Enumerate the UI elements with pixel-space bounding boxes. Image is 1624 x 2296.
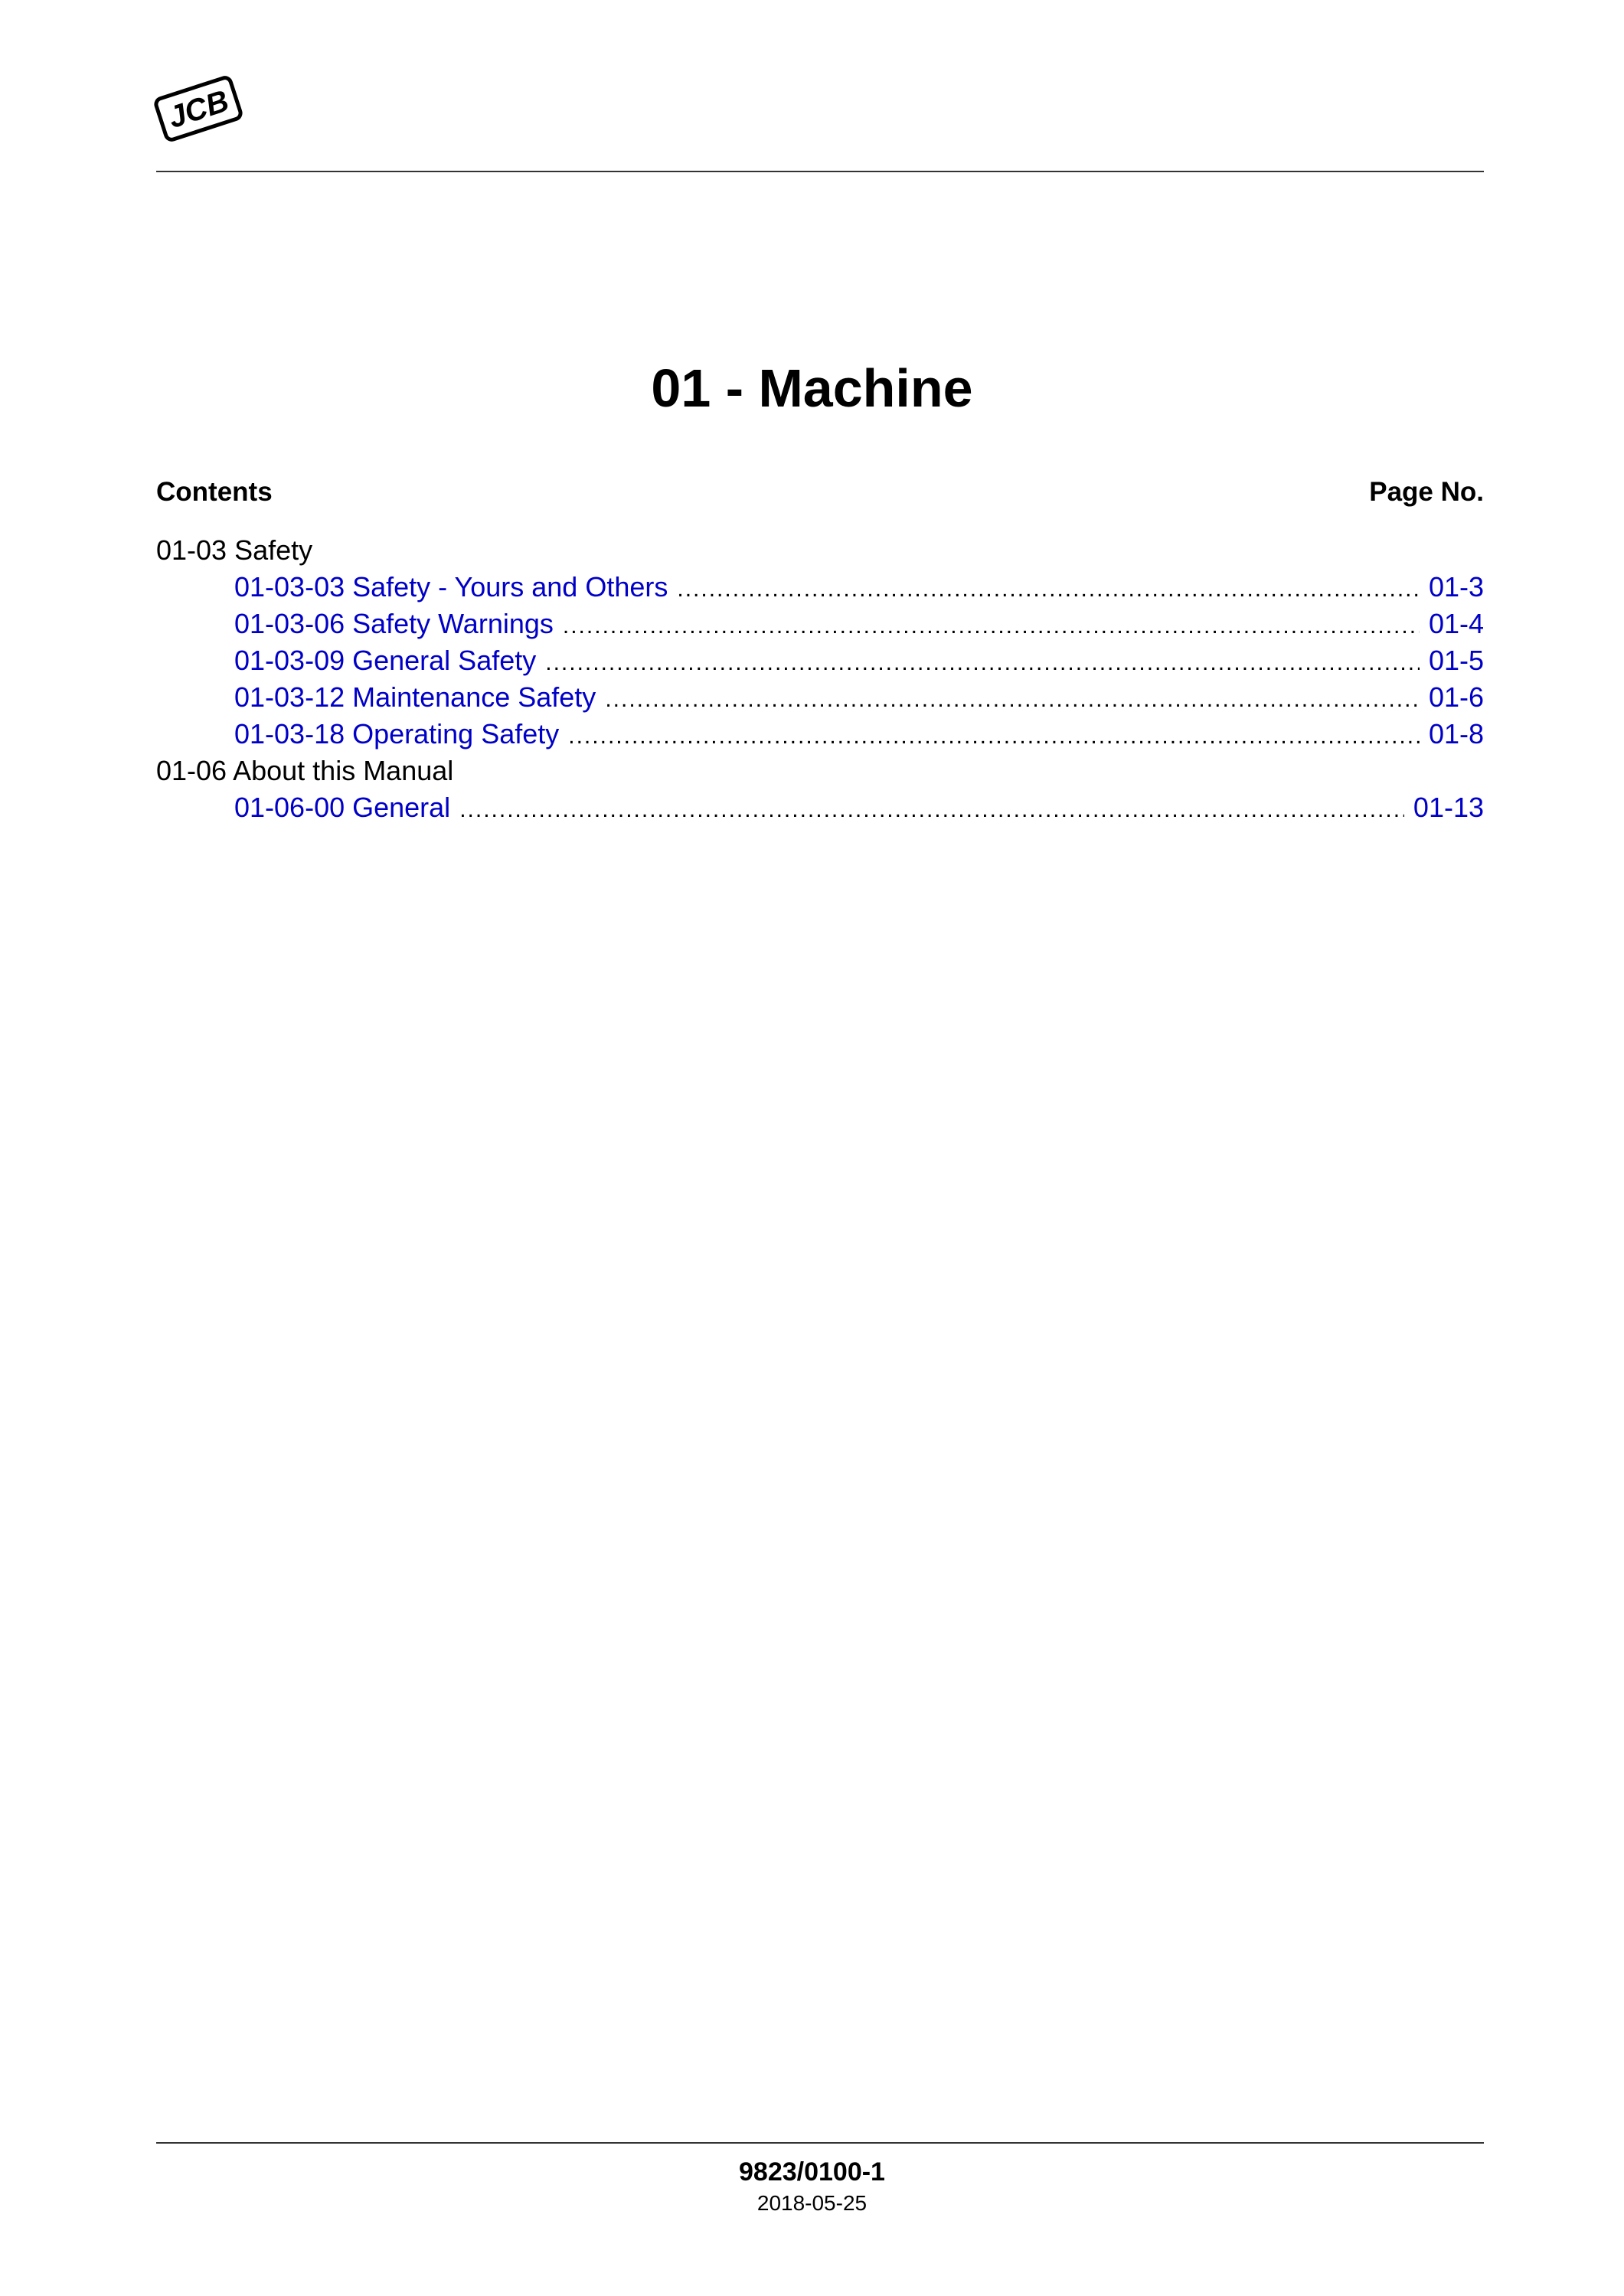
toc-entry-title[interactable]: 01-06-00 General [234, 792, 451, 823]
toc-entry-link[interactable] [234, 642, 1484, 679]
document-date: 2018-05-25 [756, 2191, 868, 2215]
dot-leader [677, 571, 1420, 608]
dot-leader [563, 608, 1420, 645]
header-rule [156, 171, 1484, 172]
dot-leader [605, 681, 1420, 718]
toc-entry-link[interactable] [234, 679, 1484, 716]
toc-entry-link[interactable] [234, 606, 1484, 642]
toc-section-title: 01-06 About this Manual [156, 755, 454, 786]
document-number: 9823/0100-1 [739, 2157, 885, 2187]
contents-heading: Contents [156, 477, 273, 507]
toc-entry-page[interactable]: 01-3 [1428, 571, 1484, 603]
toc-entry-title[interactable]: 01-03-03 Safety - Yours and Others [234, 571, 668, 603]
toc-entry-title[interactable]: 01-03-09 General Safety [234, 645, 537, 676]
toc-entry-link[interactable] [234, 569, 1484, 606]
dot-leader [459, 792, 1404, 828]
jcb-logo [153, 70, 243, 147]
toc-entry-title[interactable]: 01-03-18 Operating Safety [234, 718, 560, 750]
toc-entry-page[interactable]: 01-5 [1428, 645, 1484, 676]
toc-entry-page[interactable]: 01-4 [1428, 608, 1484, 639]
dot-leader [545, 645, 1420, 681]
toc-section-title: 01-03 Safety [156, 534, 313, 566]
footer-rule [156, 2142, 1484, 2144]
page-no-heading: Page No. [1369, 477, 1484, 507]
toc-entry-page[interactable]: 01-13 [1413, 792, 1484, 823]
chapter-title: 01 - Machine [651, 358, 973, 418]
toc-entry-title[interactable]: 01-03-06 Safety Warnings [234, 608, 554, 639]
toc-entry-link[interactable] [234, 716, 1484, 753]
toc-entry-link[interactable] [234, 789, 1484, 826]
toc-entry-page[interactable]: 01-8 [1428, 718, 1484, 750]
dot-leader [568, 718, 1420, 755]
toc-entry-title[interactable]: 01-03-12 Maintenance Safety [234, 681, 596, 713]
toc-entry-page[interactable]: 01-6 [1428, 681, 1484, 713]
logo-text: JCB [164, 83, 234, 136]
table-of-contents [156, 532, 1484, 826]
